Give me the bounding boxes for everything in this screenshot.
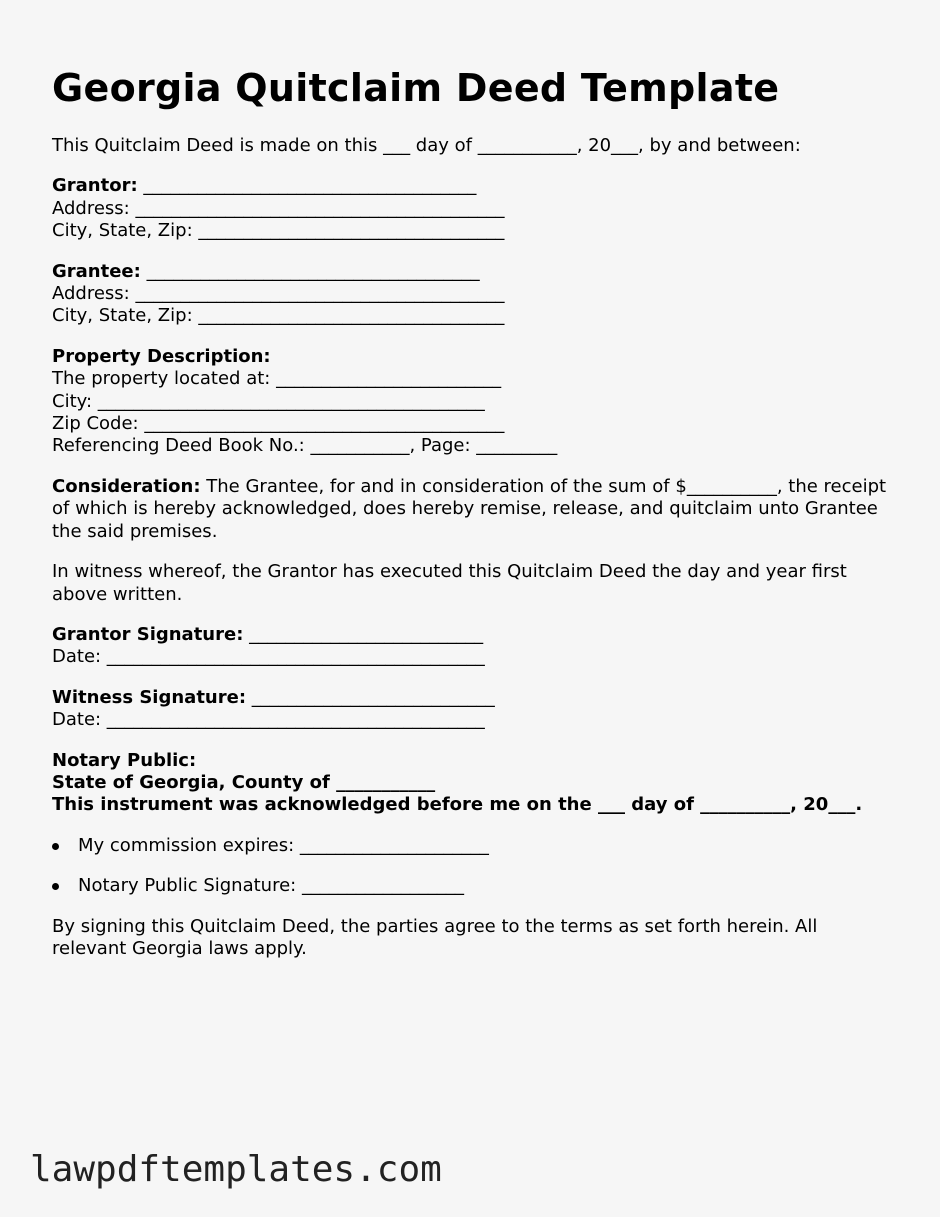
grantor-signature-section [52, 624, 892, 669]
consideration-paragraph [52, 476, 892, 543]
grantee-city-blank: City, State, Zip: __________________________________ [52, 305, 505, 327]
witness-signature-blank: ___________________________ [246, 686, 495, 708]
consideration-label: Consideration: [52, 475, 201, 497]
notary-label: Notary Public: [52, 749, 197, 771]
site-watermark: lawpdftemplates.com [30, 1149, 442, 1190]
grantor-name-blank: _____________________________________ [137, 175, 477, 197]
grantor-signature-label: Grantor Signature: [52, 623, 244, 645]
grantor-label: Grantor: [52, 175, 138, 197]
witness-signature-label: Witness Signature: [52, 686, 247, 708]
grantor-address-blank: Address: _________________________________________ [52, 197, 505, 219]
notary-acknowledgment: This instrument was acknowledged before me on the ___ day of __________, 20___. [52, 794, 863, 816]
list-item: My commission expires: _____________________ [52, 835, 892, 857]
closing-paragraph: By signing this Quitclaim Deed, the parties agree to the terms as set forth herein. All relevant Georgia laws apply. [52, 915, 818, 959]
grantee-label: Grantee: [52, 260, 141, 282]
consideration-text: The Grantee, for and in consideration of the sum of $__________, the receipt of which is hereby acknowledged, does hereby remise, release, and quitclaim unto Grantee the said premises. [52, 475, 887, 542]
grantor-signature-blank: __________________________ [243, 623, 484, 645]
witness-signature-date: Date: __________________________________________ [52, 709, 485, 731]
list-item: Notary Public Signature: __________________ [52, 875, 892, 897]
grantee-name-blank: _____________________________________ [140, 260, 480, 282]
grantor-signature-date: Date: __________________________________________ [52, 646, 485, 668]
notary-list [52, 835, 892, 898]
deed-body [52, 135, 892, 960]
witness-clause: In witness whereof, the Grantor has executed this Quitclaim Deed the day and year first above written. [52, 561, 847, 605]
property-label: Property Description: [52, 345, 271, 367]
witness-signature-section [52, 687, 892, 732]
property-location-blank: The property located at: _________________________ [52, 368, 502, 390]
property-deed-book-blank: Referencing Deed Book No.: ___________, Page: _________ [52, 435, 558, 457]
grantor-city-blank: City, State, Zip: __________________________________ [52, 220, 505, 242]
property-section [52, 346, 892, 458]
page-title: Georgia Quitclaim Deed Template [52, 66, 780, 110]
property-city-blank: City: ___________________________________________ [52, 390, 485, 412]
notary-section [52, 750, 892, 898]
intro-text: This Quitclaim Deed is made on this ___ day of ___________, 20___, by and between: [52, 135, 801, 156]
notary-state-county: State of Georgia, County of ___________ [52, 771, 436, 793]
grantor-section [52, 175, 892, 242]
property-zip-blank: Zip Code: ________________________________________ [52, 413, 505, 435]
grantee-section [52, 261, 892, 328]
grantee-address-blank: Address: _________________________________________ [52, 283, 505, 305]
